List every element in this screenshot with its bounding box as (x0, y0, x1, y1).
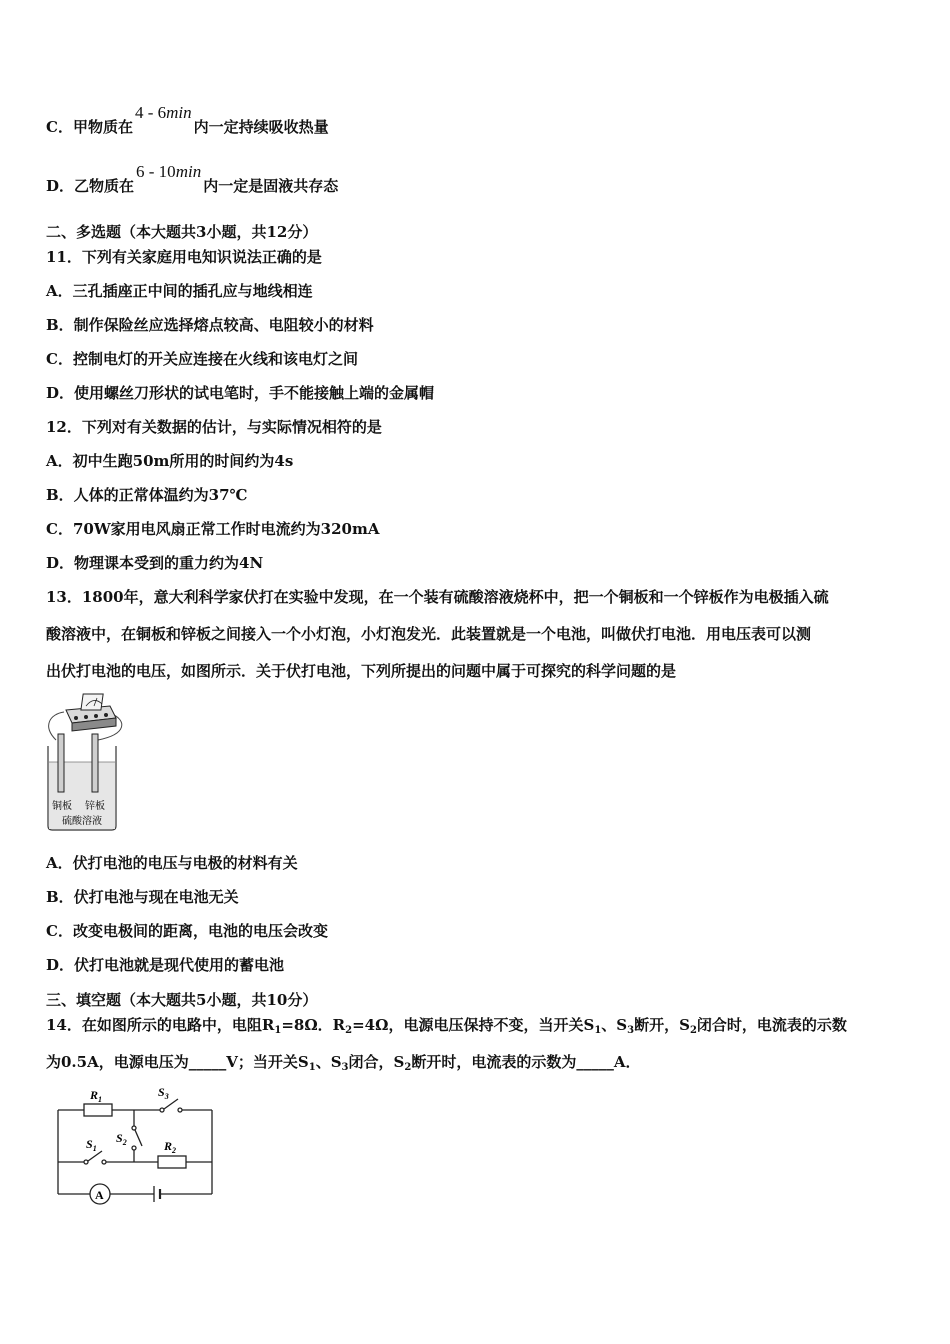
q13-stem-line-1: 13．1800年，意大利科学家伏打在实验中发现，在一个装有硫酸溶液烧杯中，把一个铜板和一个锌板作为电极插入硫 (46, 588, 829, 606)
q13-option-b: B．伏打电池与现在电池无关 (46, 888, 239, 906)
q13-stem-line-3: 出伏打电池的电压，如图所示．关于伏打电池，下列所提出的问题中属于可探究的科学问题的是 (46, 662, 677, 680)
q12-option-b: B．人体的正常体温约为37℃ (46, 486, 248, 504)
switch-s3-contact (160, 1108, 164, 1112)
copper-plate (58, 734, 64, 792)
q12-option-c: C．70W家用电风扇正常工作时电流约为320mA (46, 520, 380, 538)
q12-option-d: D．物理课本受到的重力约为4N (46, 554, 264, 572)
switch-s1-contact (84, 1160, 88, 1164)
q11-option-a: A．三孔插座正中间的插孔应与地线相连 (46, 282, 313, 300)
q11-option-d: D．使用螺丝刀形状的试电笔时，手不能接触上端的金属帽 (46, 384, 435, 402)
q11-option-c: C．控制电灯的开关应连接在火线和该电灯之间 (46, 350, 358, 368)
section3-heading: 三、填空题（本大题共5小题，共10分） (46, 991, 318, 1009)
label-s3: $S_3$ (158, 1085, 169, 1101)
q10-option-d: D．乙物质在6 - 10min内一定是固液共存态 (46, 162, 339, 195)
switch-s2-contact (132, 1126, 136, 1130)
q13-option-a: A．伏打电池的电压与电极的材料有关 (46, 854, 298, 872)
label-s1: $S_1$ (86, 1137, 97, 1153)
q10-option-d-math: 6 - 10min (136, 162, 202, 181)
section2-heading: 二、多选题（本大题共3小题，共12分） (46, 223, 318, 241)
q14-stem-line-2: 为0.5A，电源电压为_____V；当开关$S_1$、$S_3$闭合，$S_2$断开时，电流表的示数为_____A． (46, 1053, 641, 1073)
q13-option-c: C．改变电极间的距离，电池的电压会改变 (46, 922, 328, 940)
q11-stem: 11．下列有关家庭用电知识说法正确的是 (46, 248, 322, 266)
voltaic-cell-figure (40, 688, 130, 833)
q12-option-a: A．初中生跑50m所用的时间约为4s (46, 452, 294, 470)
circuit-diagram (50, 1082, 220, 1212)
copper-label: 铜板 (52, 801, 72, 812)
q10-option-c-math: 4 - 6min (134, 103, 192, 122)
label-s2: $S_2$ (116, 1131, 127, 1147)
q14-stem-line-1: 14．在如图所示的电路中，电阻$R_1=8\Omega$．$R_2=4\Omega$，电源电压保持不变，当开关$S_1$、$S_3$断开，$S_2$闭合时，电流表的示数 (46, 1016, 847, 1036)
q12-stem: 12．下列对有关数据的估计，与实际情况相符的是 (46, 418, 382, 436)
q10-option-c: C．甲物质在4 - 6min内一定持续吸收热量 (46, 103, 329, 136)
solution-label: 硫酸溶液 (62, 816, 102, 827)
zinc-label: 锌板 (85, 801, 105, 812)
resistor-r2 (158, 1156, 186, 1168)
voltmeter-icon (66, 694, 116, 731)
label-ammeter: A (95, 1188, 104, 1202)
label-r1: $R_1$ (90, 1088, 103, 1104)
q11-option-b: B．制作保险丝应选择熔点较高、电阻较小的材料 (46, 316, 374, 334)
switch-s2-blade (135, 1130, 142, 1146)
label-r2: $R_2$ (164, 1139, 177, 1155)
q13-option-d: D．伏打电池就是现代使用的蓄电池 (46, 956, 285, 974)
zinc-plate (92, 734, 98, 792)
resistor-r1 (84, 1104, 112, 1116)
q13-stem-line-2: 酸溶液中，在铜板和锌板之间接入一个小灯泡，小灯泡发光．此装置就是一个电池，叫做伏打电池．用电压表可以测 (46, 625, 812, 643)
